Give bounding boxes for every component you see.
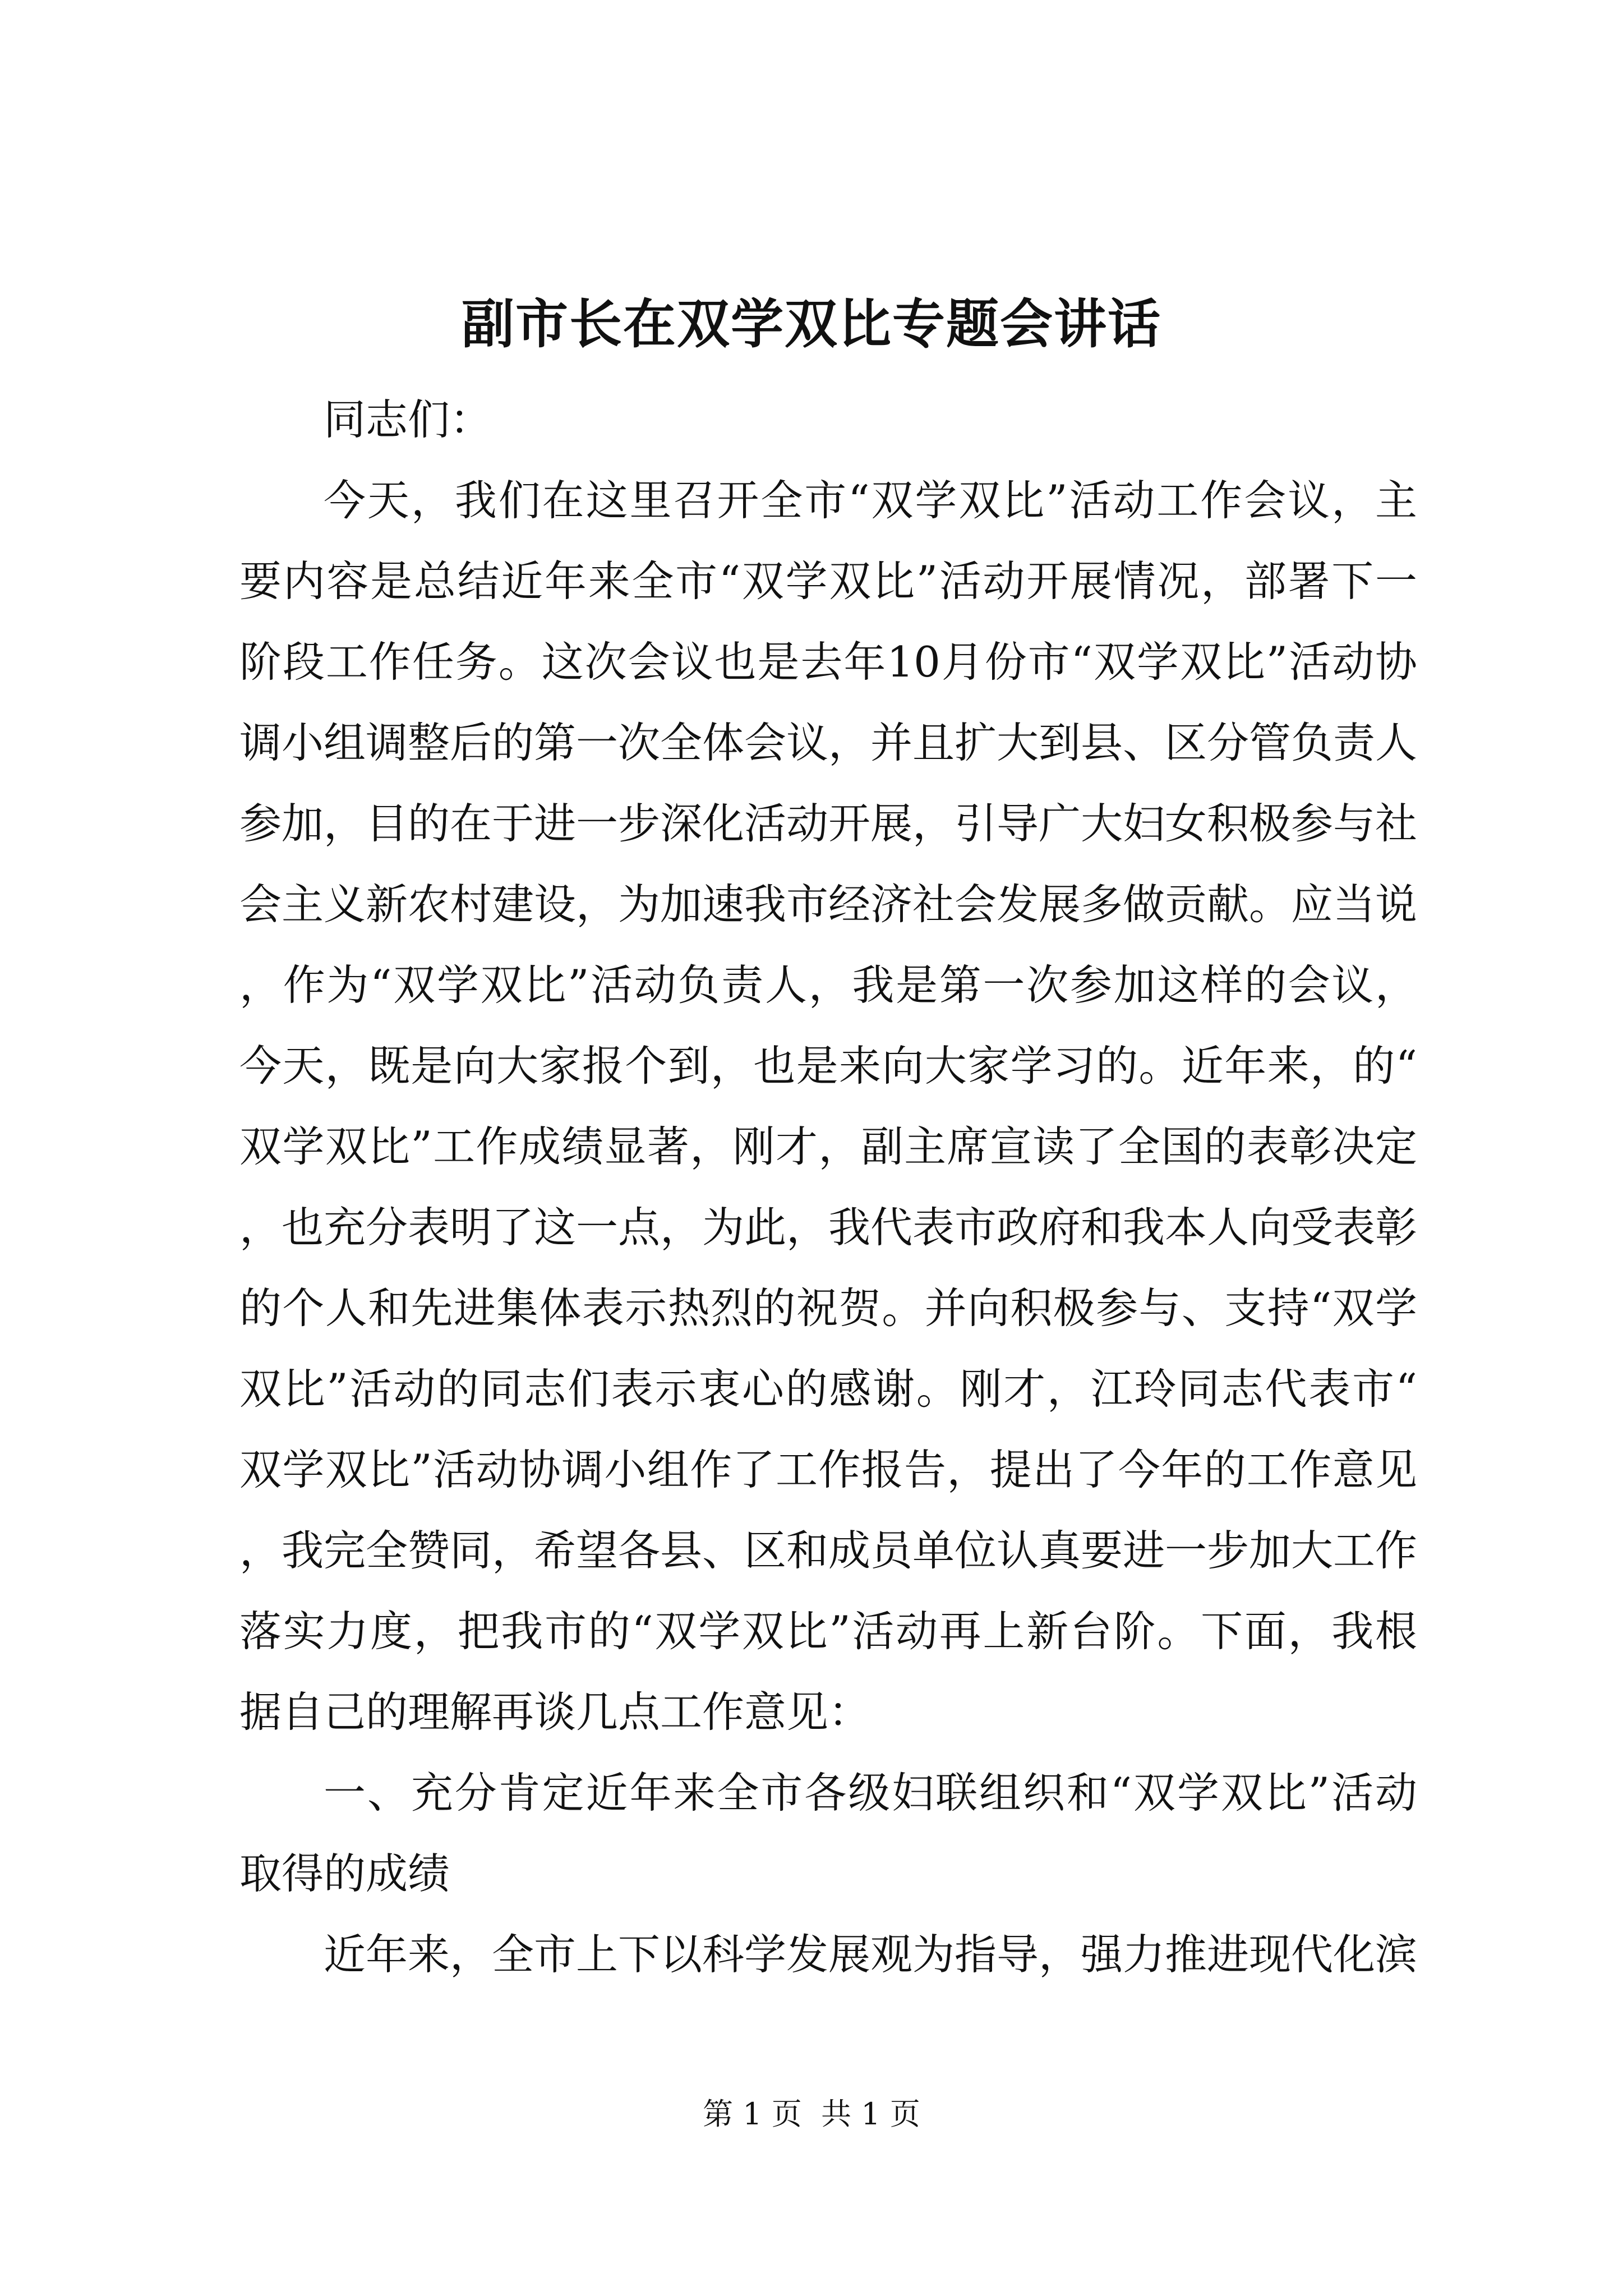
intro-paragraph: 今天，我们在这里召开全市“双学双比”活动工作会议，主要内容是总结近年来全市“双学双比”活动开展情况，部署下一阶段工作任务。这次会议也是去年10月份市“双学双比”活动协调小组调整后的第一次全体会议，并且扩大到县、区分管负责人参加，目的在于进一步深化活动开展，引导广大妇女积极参与社会主义新农村建设，为加速我市经济社会发展多做贡献。应当说，作为“双学双比”活动负责人，我是第一次参加这样的会议，今天，既是向大家报个到，也是来向大家学习的。近年来，的“双学双比”工作成绩显著，刚才，副主席宣读了全国的表彰决定，也充分表明了这一点，为此，我代表市政府和我本人向受表彰的个人和先进集体表示热烈的祝贺。并向积极参与、支持“双学双比”活动的同志们表示衷心的感谢。刚才，江玲同志代表市“双学双比”活动协调小组作了工作报告，提出了今年的工作意见，我完全赞同，希望各县、区和成员单位认真要进一步加大工作落实力度，把我市的“双学双比”活动再上新台阶。下面，我根据自己的理解再谈几点工作意见： — [239, 476, 1418, 1737]
document-body — [239, 379, 1417, 1995]
page-number-footer: 第 1 页 共 1 页 — [703, 2096, 920, 2132]
salutation-paragraph: 同志们： — [324, 395, 492, 444]
document-title: 副市长在双学双比专题会讲话 — [461, 293, 1161, 355]
section-heading-paragraph: 一、充分肯定近年来全市各级妇联组织和“双学双比”活动取得的成绩 — [239, 1768, 1417, 1898]
body-paragraph: 近年来，全市上下以科学发展观为指导，强力推进现代化滨 — [324, 1930, 1418, 1979]
